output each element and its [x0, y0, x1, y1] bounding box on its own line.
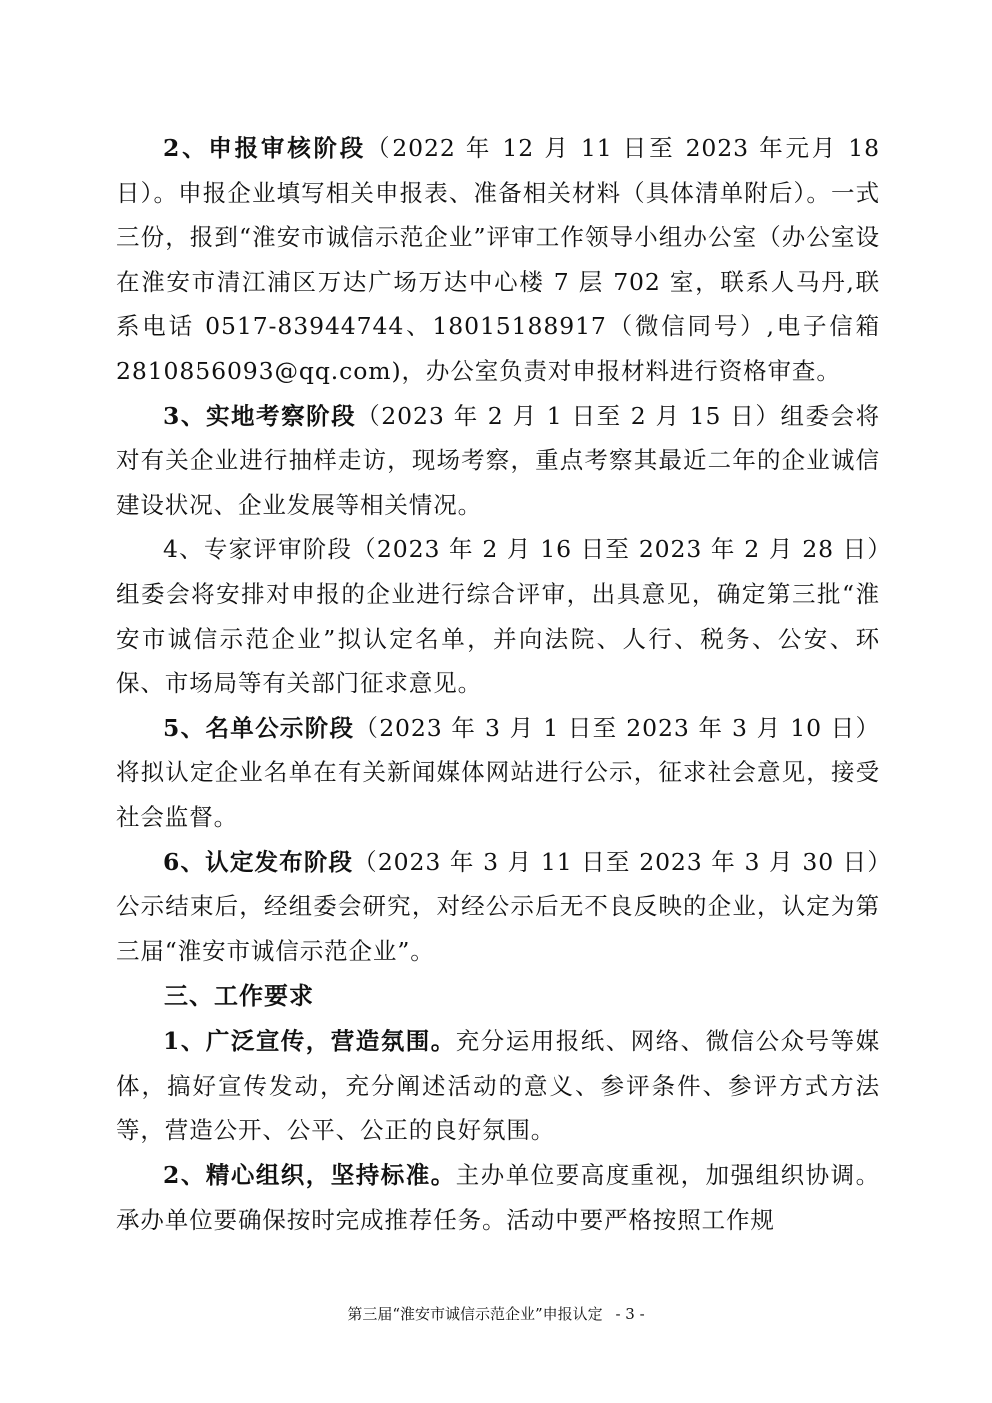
stage-3-paragraph	[116, 394, 880, 528]
requirement-1-lead: 1、广泛宣传，营造氛围。	[163, 1027, 456, 1056]
requirement-1-paragraph	[116, 1019, 880, 1153]
stage-6-text: （2023 年 3 月 11 日至 2023 年 3 月 30 日）公示结束后，经组委会研究，对经公示后无不良反映的企业，认定为第三届“淮安市诚信示范企业”。	[116, 847, 880, 965]
requirement-2-lead: 2、精心组织，坚持标准。	[163, 1161, 456, 1190]
stage-4-paragraph	[116, 527, 880, 705]
stage-5-text: （2023 年 3 月 1 日至 2023 年 3 月 10 日）将拟认定企业名单在有关新闻媒体网站进行公示，征求社会意见，接受社会监督。	[116, 713, 880, 831]
stage-5-paragraph	[116, 706, 880, 840]
section-heading: 三、工作要求	[164, 982, 314, 1011]
footer-title: 第三届“淮安市诚信示范企业”申报认定	[347, 1305, 603, 1323]
stage-4-text: （2023 年 2 月 16 日至 2023 年 2 月 28 日）组委会将安排对申报的企业进行综合评审，出具意见，确定第三批“淮安市诚信示范企业”拟认定名单，并向法院、人行、税务、公安、环保、市场局等有关部门征求意见。	[116, 535, 880, 698]
requirement-2-text: 主办单位要高度重视，加强组织协调。承办单位要确保按时完成推荐任务。活动中要严格按照工作规	[116, 1161, 880, 1234]
stage-5-lead: 5、名单公示阶段	[163, 713, 355, 742]
stage-3-text: （2023 年 2 月 1 日至 2 月 15 日）组委会将对有关企业进行抽样走访，现场考察，重点考察其最近二年的企业诚信建设状况、企业发展等相关情况。	[116, 401, 880, 519]
stage-6-paragraph	[116, 840, 880, 974]
stage-2-text: （2022 年 12 月 11 日至 2023 年元月 18 日）。申报企业填写相关申报表、准备相关材料（具体清单附后）。一式三份，报到“淮安市诚信示范企业”评审工作领导小组办公室（办公室设在淮安市清江浦区万达广场万达中心楼 7 层 702 室，联系人马丹,联系电话 0517-83944744、18015188917（微信同号）,电子信箱 2810856093@qq.com)，办公室负责对申报材料进行资格审查。	[116, 134, 880, 385]
stage-2-lead: 2、申报审核阶段	[163, 134, 366, 162]
document-body	[116, 126, 880, 1242]
page-footer	[0, 1303, 992, 1324]
page-number: - 3 -	[615, 1305, 645, 1323]
requirement-2-paragraph	[116, 1153, 880, 1242]
stage-6-lead: 6、认定发布阶段	[163, 847, 354, 876]
stage-2-paragraph	[116, 126, 880, 394]
stage-4-lead: 4、专家评审阶段	[163, 535, 353, 564]
stage-3-lead: 3、实地考察阶段	[163, 401, 357, 430]
requirement-1-text: 充分运用报纸、网络、微信公众号等媒体，搞好宣传发动，充分阐述活动的意义、参评条件、参评方式方法等，营造公开、公平、公正的良好氛围。	[116, 1027, 880, 1145]
